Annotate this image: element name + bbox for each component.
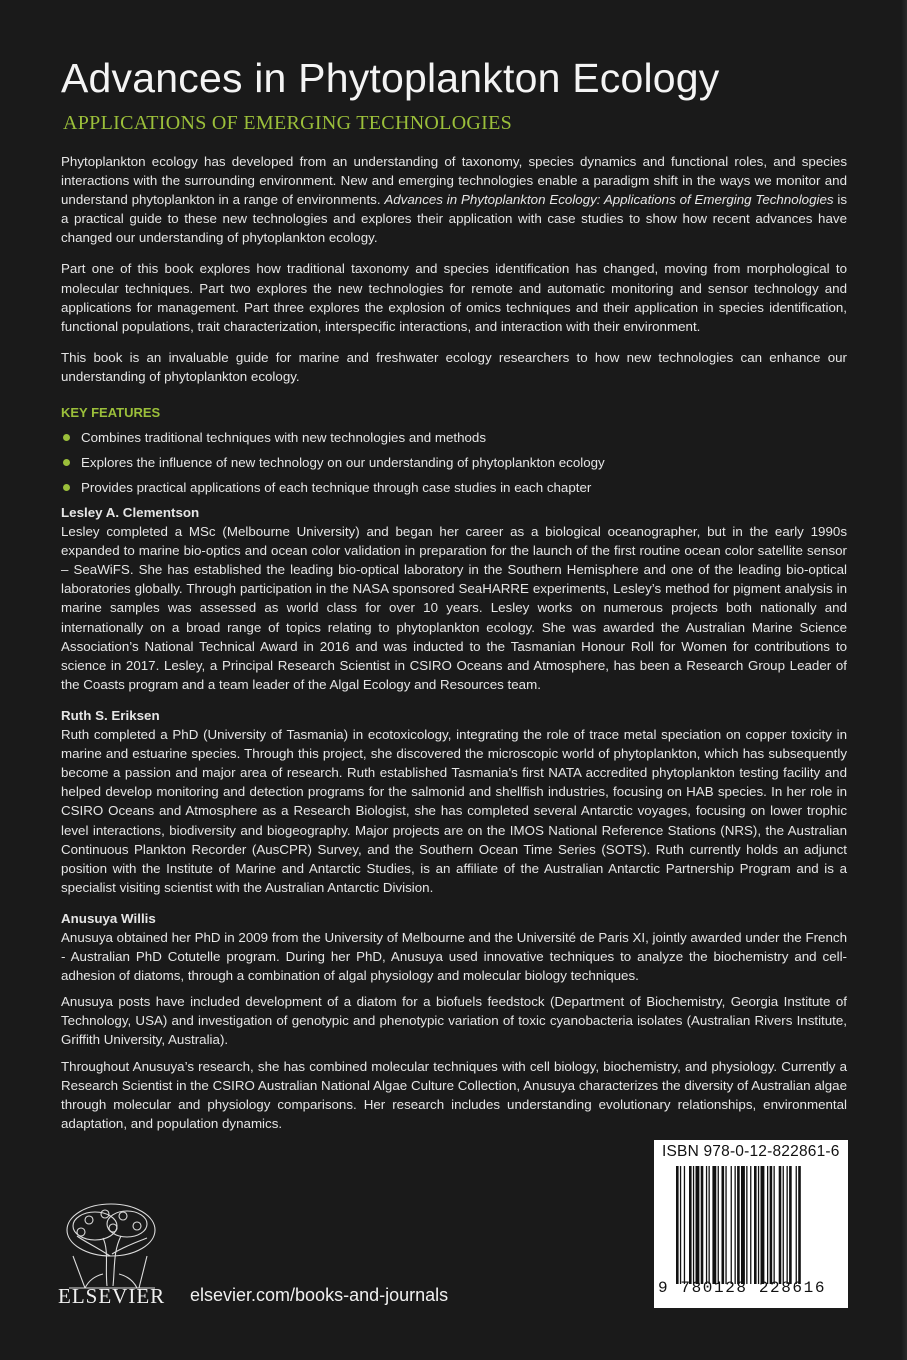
barcode-digits: 9 780128 228616 [658,1279,827,1297]
author-bio: Throughout Anusuya’s research, she has combined molecular techniques with cell biology, biochemistry, and physiology. Currently a Research Scientist in the CSIRO Australian National Algae Culture Collection, Anusuya characterizes the diversity of Australian algae through molecular and physiology comparisons. Her research includes understanding evolutionary relationships, environmental adaptation, and population dynamics. [61,1058,847,1131]
intro-paragraph-2: Part one of this book explores how traditional taxonomy and species identification has changed, moving from morphological to molecular techniques. Part two explores the new technologies for remote and automatic monitoring and sensor technology and applications for management. Part three explores the explosion of omics techniques and their application in species identification, functional populations, trait characterization, interspecific interactions, and interaction with their environment. [61,261,847,334]
key-features-heading: KEY FEATURES [61,405,161,421]
key-feature-text: Provides practical applications of each technique through case studies in each chapter [81,479,592,495]
key-feature-item [61,428,847,447]
book-subtitle: APPLICATIONS OF EMERGING TECHNOLOGIES [63,112,513,134]
key-feature-item [61,453,847,472]
key-feature-text: Combines traditional techniques with new technologies and methods [81,430,487,446]
key-features-list [61,428,847,497]
key-feature-item [61,478,847,497]
author-name: Anusuya Willis [61,910,156,926]
intro-paragraph-1 [61,152,847,247]
barcode-icon [676,1166,838,1284]
bullet-icon [63,459,70,466]
author-bio: Ruth completed a PhD (University of Tasmania) in ecotoxicology, integrating the role of trace metal speciation on copper toxicity in marine and estuarine species. Through this project, she discovered the microscopic world of phytoplankton, which has subsequently become a passion and major area of research. Ruth established Tasmania's first NATA accredited phytoplankton testing facility and helped develop monitoring and detection programs for the salmonid and shellfish industries, focusing on HAB species. In her role in CSIRO Oceans and Atmosphere as a Research Biologist, she has completed several Antarctic voyages, focusing on lower trophic level interactions, biodiversity and biogeography. Major projects are on the IMOS National Reference Stations (NRS), the Australian Continuous Plankton Recorder (AusCPR) Survey, and the Southern Ocean Time Series (SOTS). Ruth currently holds an adjunct position with the Institute of Marine and Antarctic Studies, is an affiliate of the Australian Antarctic Partnership Program and is a specialist visiting scientist with the Australian Antarctic Division. [61,727,847,895]
author-bio: Anusuya obtained her PhD in 2009 from the University of Melbourne and the Université de Paris XI, jointly awarded under the French - Australian PhD Cotutelle program. During her PhD, Anusuya used innovative techniques to analyze the biochemistry and cell-adhesion of diatoms, through a combination of algal physiology and molecular biology techniques. [61,929,847,984]
bullet-icon [63,434,70,441]
intro-text: is a practical guide to these new technologies and explores their application with case studies to show how recent advances have changed our understanding of phytoplankton ecology. [61,192,848,246]
author-bio: Lesley completed a MSc (Melbourne University) and began her career as a biological oceanographer, but in the early 1990s expanded to marine bio-optics and ocean color validation in preparation for the launch of the first routine ocean color satellite sensor – SeaWiFS. She has established the leading bio-optical laboratory in the Southern Hemisphere and one of the leading bio-optical laboratories globally. Through participation in the NASA sponsored SeaHARRE experiments, Lesley’s method for pigment analysis in marine samples was assessed as world class for over 10 years. Lesley works on numerous projects both nationally and internationally on a broad range of topics relating to phytoplankton ecology. She was awarded the Australian Marine Science Association’s National Technical Award in 2016 and was inducted to the Tasmanian Honour Roll for Women for contributions to science in 2017. Lesley, a Principal Research Scientist in CSIRO Oceans and Atmosphere, has been a Research Group Leader of the Coasts program and a team leader of the Algal Ecology and Resources team. [61,524,847,692]
barcode-panel [654,1140,848,1308]
intro-book-title: Advances in Phytoplankton Ecology: Applications of Emerging Technologies [384,192,834,208]
key-feature-text: Explores the influence of new technology on our understanding of phytoplankton ecology [81,455,605,471]
bullet-icon [63,484,70,491]
author-name: Ruth S. Eriksen [61,707,160,723]
author-bio: Anusuya posts have included development of a diatom for a biofuels feedstock (Department of Biochemistry, Georgia Institute of Technology, USA) and investigation of genotypic and phenotypic variation of toxic cyanobacteria isolates (Australian Rivers Institute, Griffith University, Australia). [61,994,847,1048]
isbn-label: ISBN 978-0-12-822861-6 [662,1143,840,1160]
blurb [61,152,847,1133]
intro-text: Phytoplankton ecology has developed from an understanding of taxonomy, species dynamics and functional roles, and species interactions with the surrounding environment. New and emerging technologies enable a paradigm shift in the ways we monitor and understand phytoplankton in a range of environments. [61,154,847,208]
publisher-name: ELSEVIER [58,1284,166,1308]
book-title: Advances in Phytoplankton Ecology [61,55,720,101]
cover-edge [901,0,907,1360]
publisher-url[interactable]: elsevier.com/books-and-journals [190,1285,449,1305]
intro-paragraph-3: This book is an invaluable guide for marine and freshwater ecology researchers to how new technologies can enhance our understanding of phytoplankton ecology. [61,349,847,384]
author-name: Lesley A. Clementson [61,505,200,520]
